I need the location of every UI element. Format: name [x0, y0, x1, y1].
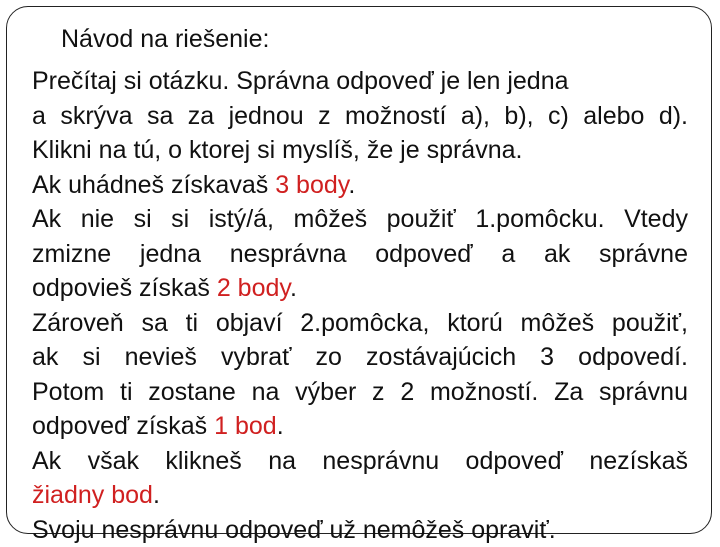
instruction-line: [32, 478, 688, 513]
instruction-line: Zároveň sa ti objaví 2.pomôcka, ktorú môžeš použiť,: [32, 306, 688, 341]
line-text: .: [290, 274, 297, 302]
instruction-line: [32, 168, 688, 203]
line-text: Ak uhádneš získavaš: [32, 171, 275, 199]
points-highlight: 1 bod: [214, 412, 277, 440]
line-text: .: [153, 481, 160, 509]
line-text: .: [277, 412, 284, 440]
instruction-line: Svoju nesprávnu odpoveď už nemôžeš opraviť.: [32, 513, 688, 547]
instruction-line: [32, 271, 688, 306]
instruction-line: [32, 409, 688, 444]
instruction-line: Ak nie si si istý/á, môžeš použiť 1.pomôcku. Vtedy: [32, 202, 688, 237]
instruction-line: Klikni na tú, o ktorej si myslíš, že je správna.: [32, 133, 688, 168]
instruction-line: Prečítaj si otázku. Správna odpoveď je len jedna: [32, 64, 688, 99]
instruction-line: Ak však klikneš na nesprávnu odpoveď nezískaš: [32, 444, 688, 479]
line-text: .: [348, 171, 355, 199]
instruction-line: Potom ti zostane na výber z 2 možností. Za správnu: [32, 375, 688, 410]
instructions-title: Návod na riešenie:: [61, 20, 269, 58]
instruction-line: a skrýva sa za jednou z možností a), b), c) alebo d).: [32, 99, 688, 134]
instruction-line: zmizne jedna nesprávna odpoveď a ak správne: [32, 237, 688, 272]
points-highlight: 2 body: [217, 274, 290, 302]
line-text: odpoveď získaš: [32, 412, 214, 440]
instructions-body: [32, 64, 688, 547]
line-text: odpovieš získaš: [32, 274, 217, 302]
points-highlight: 3 body: [275, 171, 348, 199]
points-highlight: žiadny bod: [32, 481, 153, 509]
instruction-line: ak si nevieš vybrať zo zostávajúcich 3 odpovedí.: [32, 340, 688, 375]
